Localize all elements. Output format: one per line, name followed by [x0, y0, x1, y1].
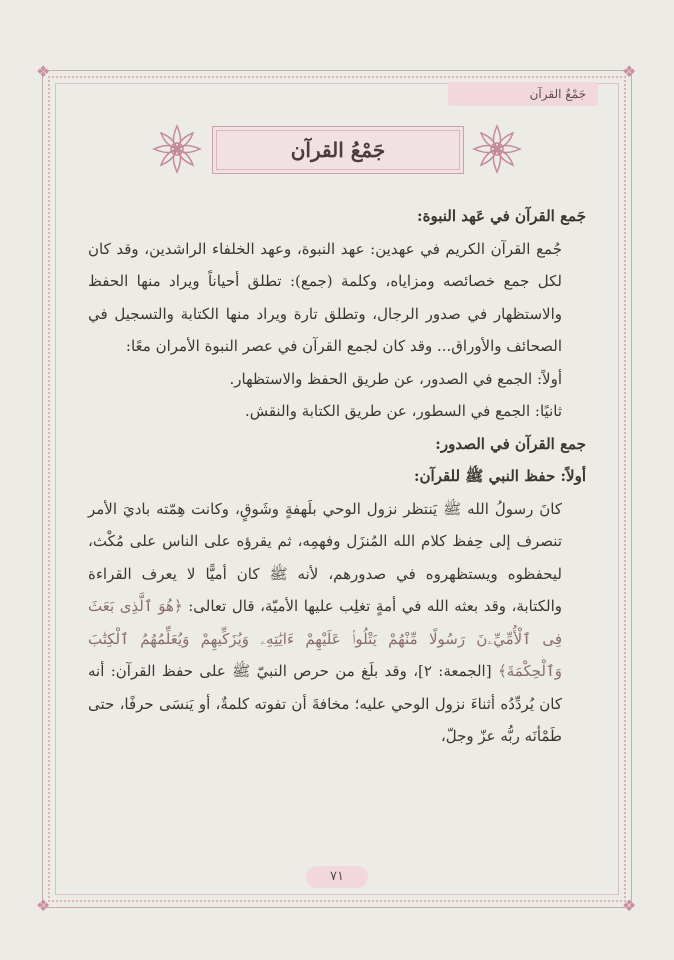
running-header: جَمْعُ القرآن — [448, 82, 598, 106]
paragraph — [88, 493, 586, 753]
corner-ornament-icon: ❖ — [622, 896, 637, 915]
subsection-heading: أولاً: حفظ النبي ﷺ للقرآن: — [413, 467, 586, 485]
paragraph: جُمع القرآن الكريم في عهدين: عهد النبوة، وعهد الخلفاء الراشدين، وقد كان لكل جمع خصائصه ومزاياه، وكلمة (جمع): تطلق أحياناً ويراد منها الحفظ والاستظهار في صدور الرجال، وتطلق تارة ويراد منها الكتابة والتسجيل في الصحائف والأوراق... وقد كان لجمع القرآن في عصر النبوة الأمران معًا: — [88, 239, 562, 355]
section-heading: جمع القرآن في الصدور: — [435, 434, 586, 453]
section-heading: جَمع القرآن في عَهد النبوة: — [417, 207, 586, 225]
quran-verse: ﴿هُوَ ٱلَّذِى بَعَثَ فِى ٱلْأُمِّيِّۦنَ رَسُولًا مِّنْهُمْ يَتْلُوا۟ عَلَيْهِمْ ءَايَٰتِهِۦ وَيُزَكِّيهِمْ وَيُعَلِّمُهُمُ ٱلْكِتَٰبَ وَٱلْحِكْمَةَ﴾ — [88, 597, 563, 680]
chapter-title: جَمْعُ القرآن — [212, 126, 464, 174]
paragraph-text: كانَ رسولُ الله ﷺ يَنتظر نزول الوحي بلَهفةٍ وشَوقٍ، وكانت هِمّته باديَ الأمر تنصرف إلى حِفظ كلام الله المُنزَل وفهمِه، ثم يقرؤه على الناس على مُكْث، ليحفظوه ويستظهروه في صدورهم، لأنه ﷺ كان أميًّا لا يعرف القراءة والكتابة، وقد بعثه الله في أمةٍ تغلِب عليها الأميّة، قال تعالى: — [88, 499, 562, 615]
corner-ornament-icon: ❖ — [36, 896, 51, 915]
rosette-icon — [470, 122, 524, 176]
body-text — [88, 200, 586, 753]
corner-ornament-icon: ❖ — [36, 62, 51, 81]
page-number: ٧١ — [306, 866, 368, 888]
corner-ornament-icon: ❖ — [622, 62, 637, 81]
list-item: ثانيًا: الجمع في السطور، عن طريق الكتابة والنقش. — [244, 402, 562, 420]
list-item: أولاً: الجمع في الصدور، عن طريق الحفظ والاستظهار. — [229, 369, 562, 388]
rosette-icon — [150, 122, 204, 176]
paragraph-text: [الجمعة: ٢]، وقد بلَغ من حرص النبيّ ﷺ على حفظ القرآن: أنه كان يُردِّدُه أثناءَ نزول الوحي عليه؛ مخافةَ أن تفوته كلمةٌ، أو يَنسَى حرفًا، حتى طَمْأنَه ربُّه عزّ وجلّ، — [88, 662, 562, 745]
